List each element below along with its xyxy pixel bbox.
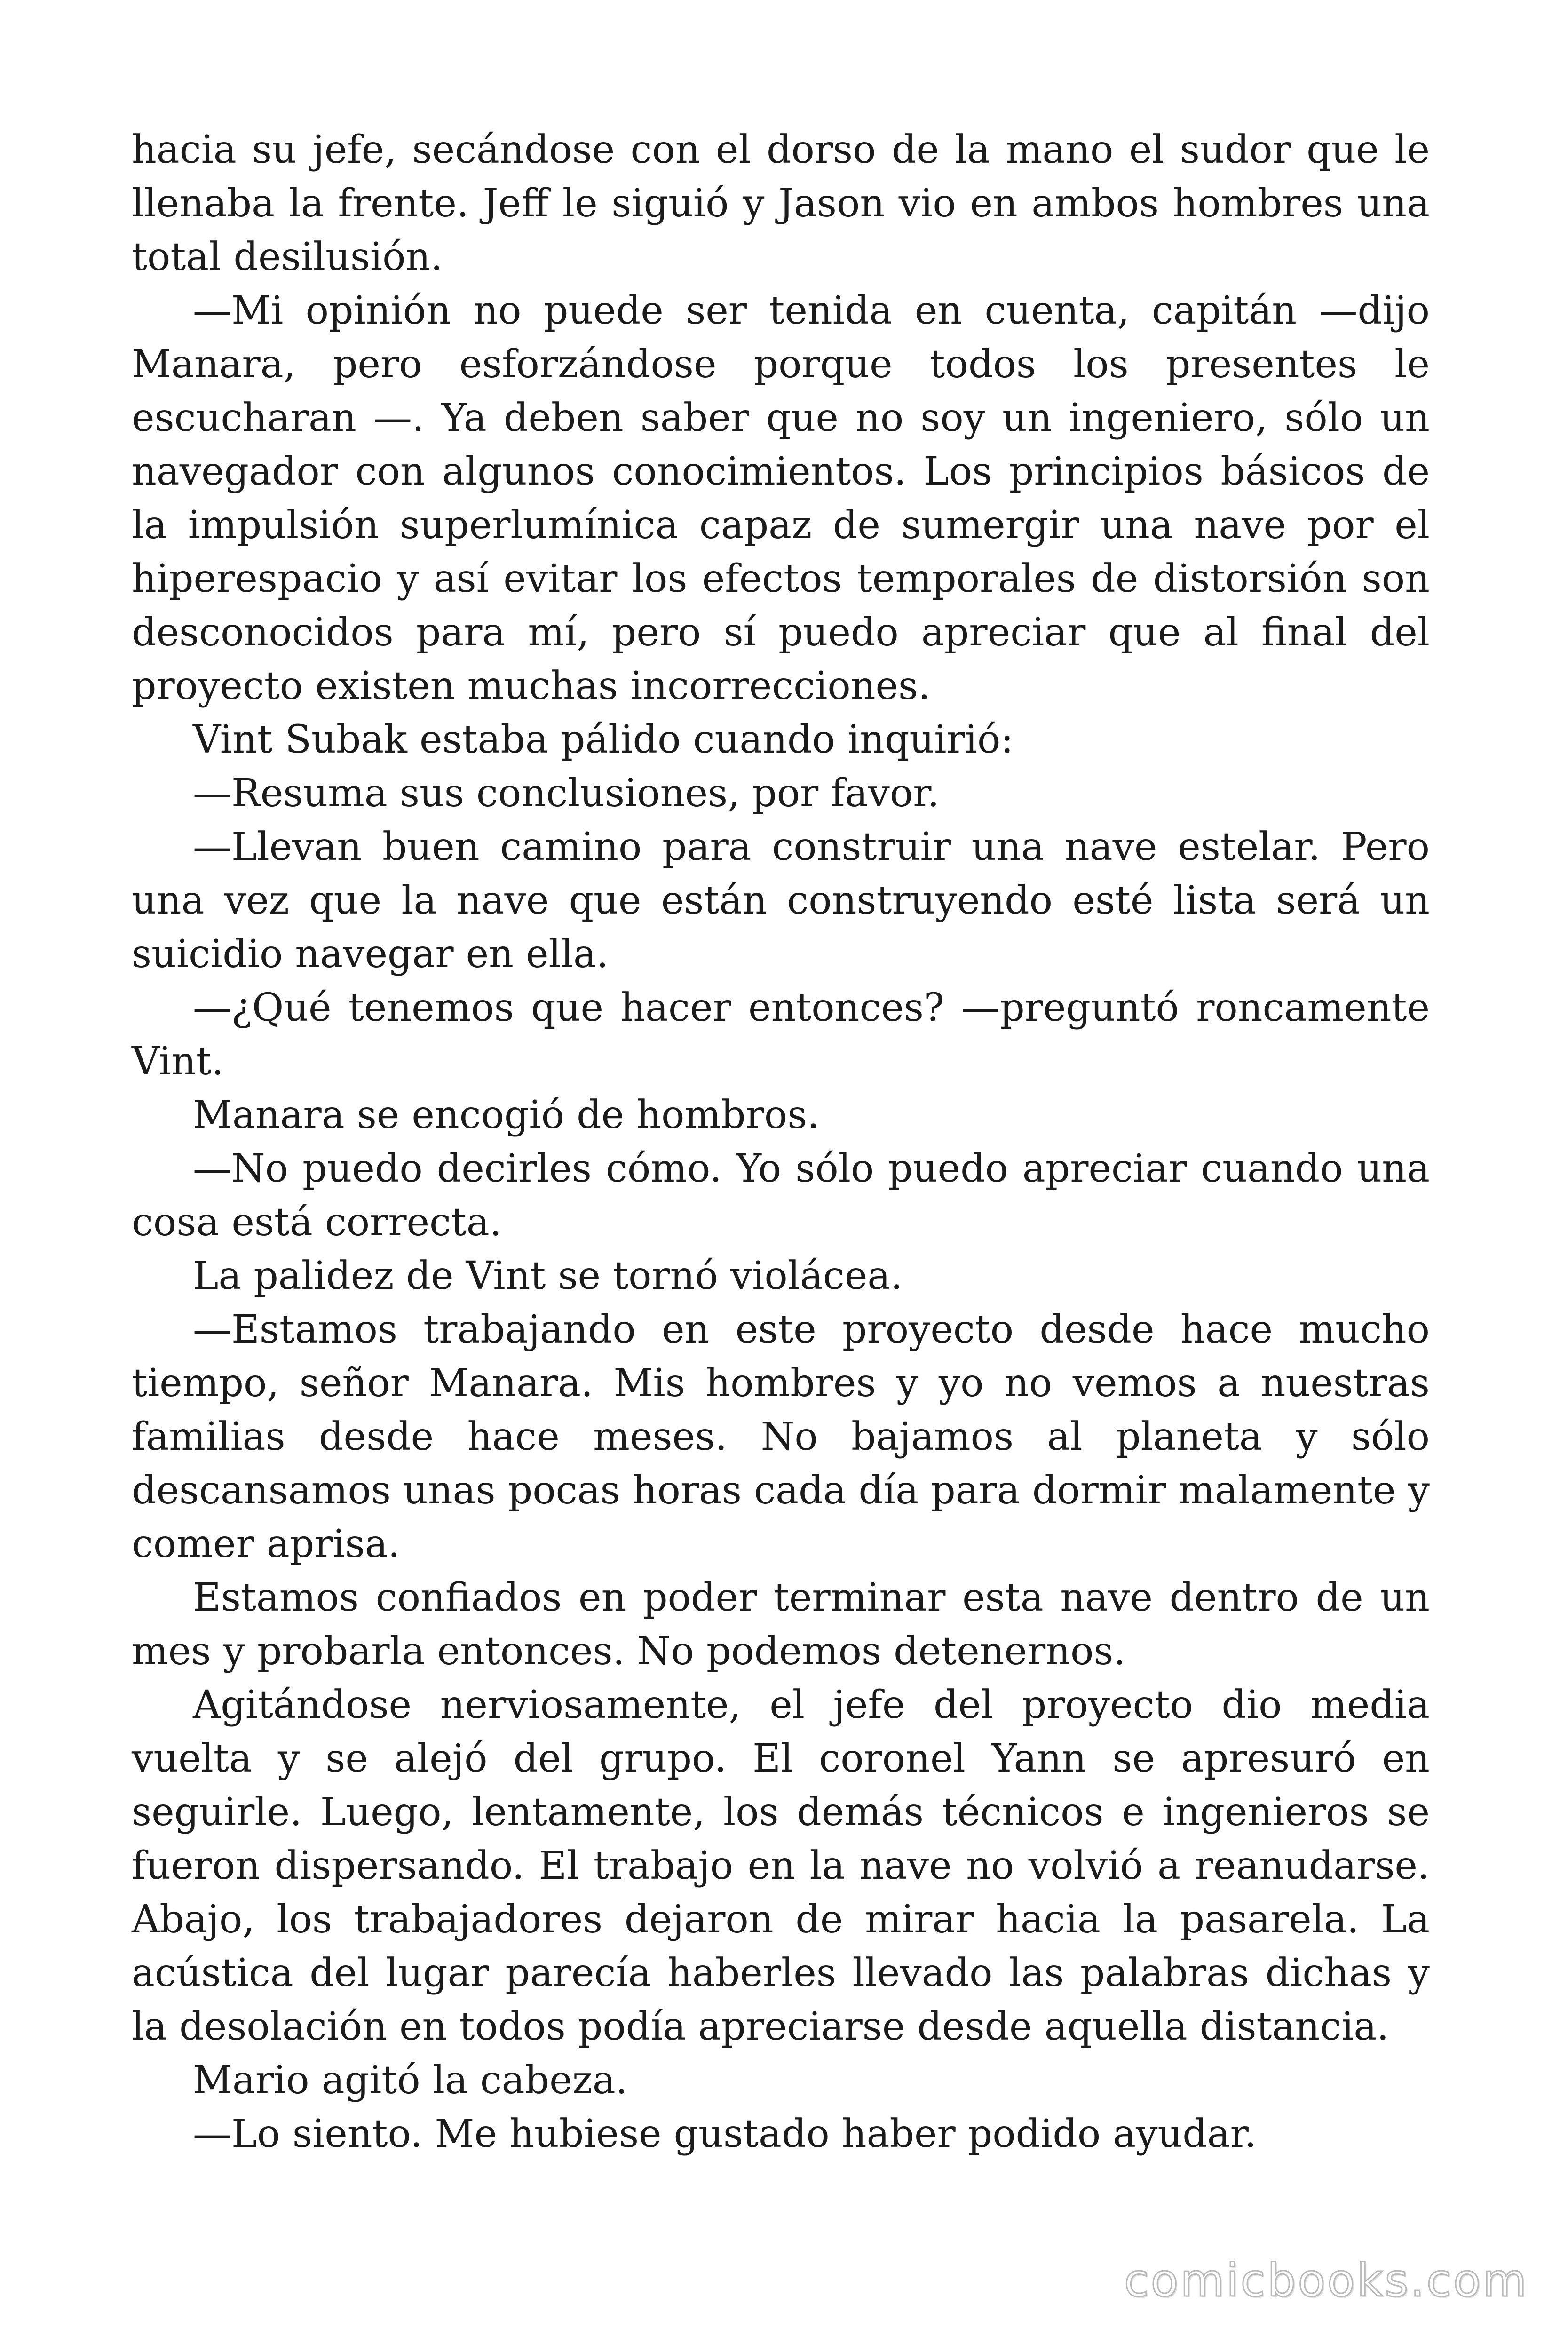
paragraph: La palidez de Vint se tornó violácea.: [193, 1254, 903, 1298]
book-page-text: [132, 123, 1430, 2161]
paragraph: Vint Subak estaba pálido cuando inquirió:: [193, 717, 1014, 762]
paragraph: —Resuma sus conclusiones, por favor.: [193, 771, 940, 816]
paragraph: Mario agitó la cabeza.: [193, 2058, 628, 2103]
paragraph: —No puedo decirles cómo. Yo sólo puedo apreciar cuando una cosa está correcta.: [132, 1146, 1430, 1245]
paragraph: Agitándose nerviosamente, el jefe del proyecto dio media vuelta y se alejó del grupo. El coronel Yann se apresuró en seguirle. Luego, lentamente, los demás técnicos e ingenieros se fueron dispersando. El trabajo en la nave no volvió a reanudarse. Abajo, los trabajadores dejaron de mirar hacia la pasarela. La acústica del lugar parecía haberles llevado las palabras dichas y la desolación en todos podía apreciarse desde aquella distancia.: [132, 1683, 1430, 2049]
paragraph: —Lo siento. Me hubiese gustado haber podido ayudar.: [193, 2112, 1257, 2156]
watermark: comicbooks.com: [1124, 2254, 1528, 2307]
paragraph: Estamos confiados en poder terminar esta nave dentro de un mes y probarla entonces. No podemos detenernos.: [132, 1575, 1430, 1674]
paragraph: hacia su jefe, secándose con el dorso de la mano el sudor que le llenaba la frente. Jeff le siguió y Jason vio en ambos hombres una total desilusión.: [132, 127, 1430, 279]
paragraph: Manara se encogió de hombros.: [193, 1093, 820, 1137]
paragraph: —Llevan buen camino para construir una nave estelar. Pero una vez que la nave que están construyendo esté lista será un suicidio navegar en ella.: [132, 825, 1430, 977]
paragraph: —¿Qué tenemos que hacer entonces? —preguntó roncamente Vint.: [132, 985, 1430, 1084]
paragraph: —Mi opinión no puede ser tenida en cuenta, capitán —dijo Manara, pero esforzándose porque todos los presentes le escucharan —. Ya deben saber que no soy un ingeniero, sólo un navegador con algunos conocimientos. Los principios básicos de la impulsión superlumínica capaz de sumergir una nave por el hiperespacio y así evitar los efectos temporales de distorsión son desconocidos para mí, pero sí puedo apreciar que al final del proyecto existen muchas incorrecciones.: [132, 288, 1430, 708]
paragraph: —Estamos trabajando en este proyecto desde hace mucho tiempo, señor Manara. Mis hombres y yo no vemos a nuestras familias desde hace meses. No bajamos al planeta y sólo descansamos unas pocas horas cada día para dormir malamente y comer aprisa.: [132, 1307, 1430, 1566]
